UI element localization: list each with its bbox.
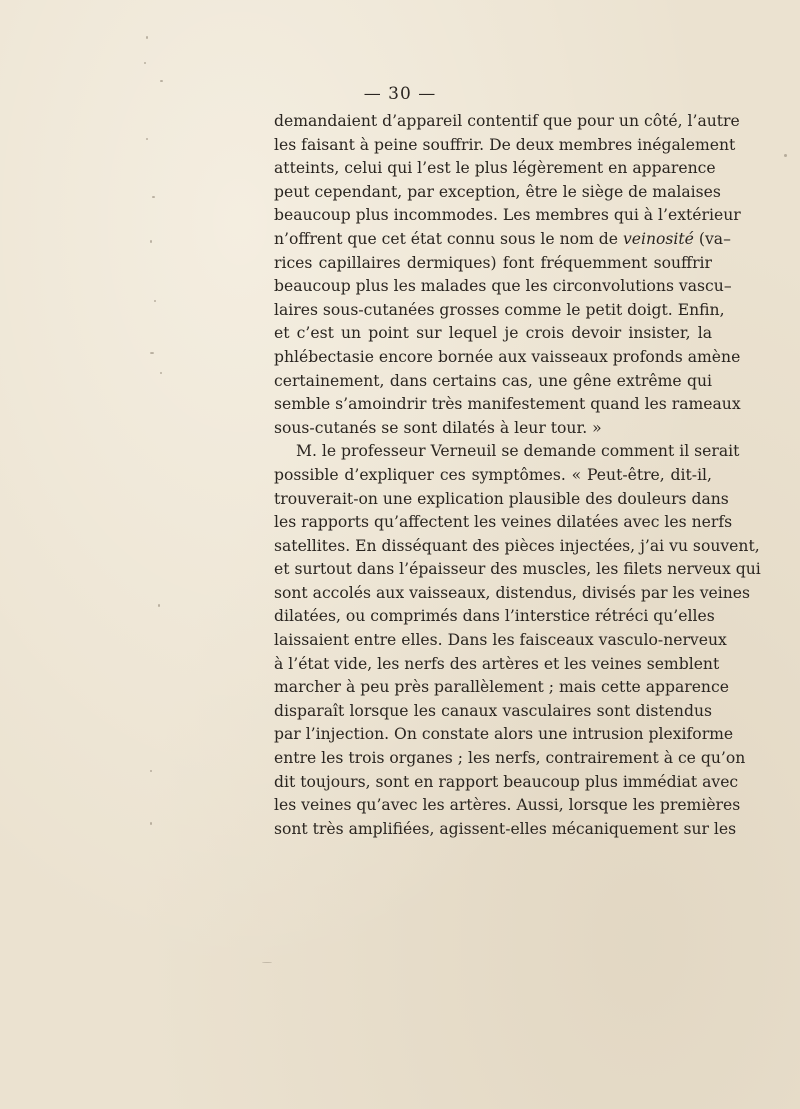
text-line: certainement, dans certains cas, une gêne extrême qui xyxy=(274,371,712,390)
text-line: marcher à peu près parallèlement ; mais cette apparence xyxy=(274,678,729,697)
text-line: sont accolés aux vaisseaux, distendus, divisés par les veines xyxy=(274,583,751,602)
text-line: par l’injection. On constate alors une intrusion plexiforme xyxy=(274,725,734,744)
text-line: possible d’expliquer ces symptômes. « Peut-être, dit-il, xyxy=(274,465,712,484)
text-line: à l’état vide, les nerfs des artères et les veines semblent xyxy=(274,654,720,673)
text-line: les faisant à peine souffrir. De deux membres inégalement xyxy=(274,135,736,154)
italic-term: veinosité xyxy=(622,229,694,248)
text-segment: (va– xyxy=(698,229,731,248)
text-line: et surtout dans l’épaisseur des muscles, les filets nerveux qui xyxy=(274,560,761,579)
text-line: phlébectasie encore bornée aux vaisseaux profonds amène xyxy=(274,347,741,366)
text-line: atteints, celui qui l’est le plus légèrement en apparence xyxy=(274,159,716,178)
text-line: beaucoup plus incommodes. Les membres qui à l’extérieur xyxy=(274,206,741,225)
text-line: sous-cutanés se sont dilatés à leur tour. » xyxy=(274,418,602,437)
text-line: beaucoup plus les malades que les circonvolutions vascu– xyxy=(274,277,732,296)
text-line: dit toujours, sont en rapport beaucoup plus immédiat avec xyxy=(274,772,739,791)
text-line: sont très amplifiées, agissent-elles mécaniquement sur les xyxy=(274,819,737,838)
text-line-with-italic xyxy=(274,228,731,252)
text-line: dilatées, ou comprimés dans l’interstice rétréci qu’elles xyxy=(274,607,715,626)
text-segment: n’offrent que cet état connu sous le nom de xyxy=(274,229,618,248)
text-line: demandaient d’appareil contentif que pour un côté, l’autre xyxy=(274,112,740,130)
body-text xyxy=(274,110,761,841)
text-line: semble s’amoindrir très manifestement quand les rameaux xyxy=(274,395,741,414)
text-line: peut cependant, par exception, être le siège de malaises xyxy=(274,182,721,201)
text-line: rices capillaires dermiques) font fréquemment souffrir xyxy=(274,253,712,272)
text-line: laires sous-cutanées grosses comme le petit doigt. Enfin, xyxy=(274,300,725,319)
text-line: disparaît lorsque les canaux vasculaires sont distendus xyxy=(274,701,712,720)
text-line: satellites. En disséquant des pièces injectées, j’ai vu souvent, xyxy=(274,536,760,555)
text-line: M. le professeur Verneuil se demande comment il serait xyxy=(296,442,740,461)
text-line: et c’est un point sur lequel je crois devoir insister, la xyxy=(274,324,712,343)
page-number: — 30 — xyxy=(363,84,437,104)
text-line: laissaient entre elles. Dans les faisceaux vasculo-nerveux xyxy=(274,631,727,650)
text-line: les rapports qu’affectent les veines dilatées avec les nerfs xyxy=(274,513,733,532)
text-line: entre les trois organes ; les nerfs, contrairement à ce qu’on xyxy=(274,749,746,768)
text-line: trouverait-on une explication plausible des douleurs dans xyxy=(274,489,729,508)
text-line: les veines qu’avec les artères. Aussi, lorsque les premières xyxy=(274,796,741,815)
